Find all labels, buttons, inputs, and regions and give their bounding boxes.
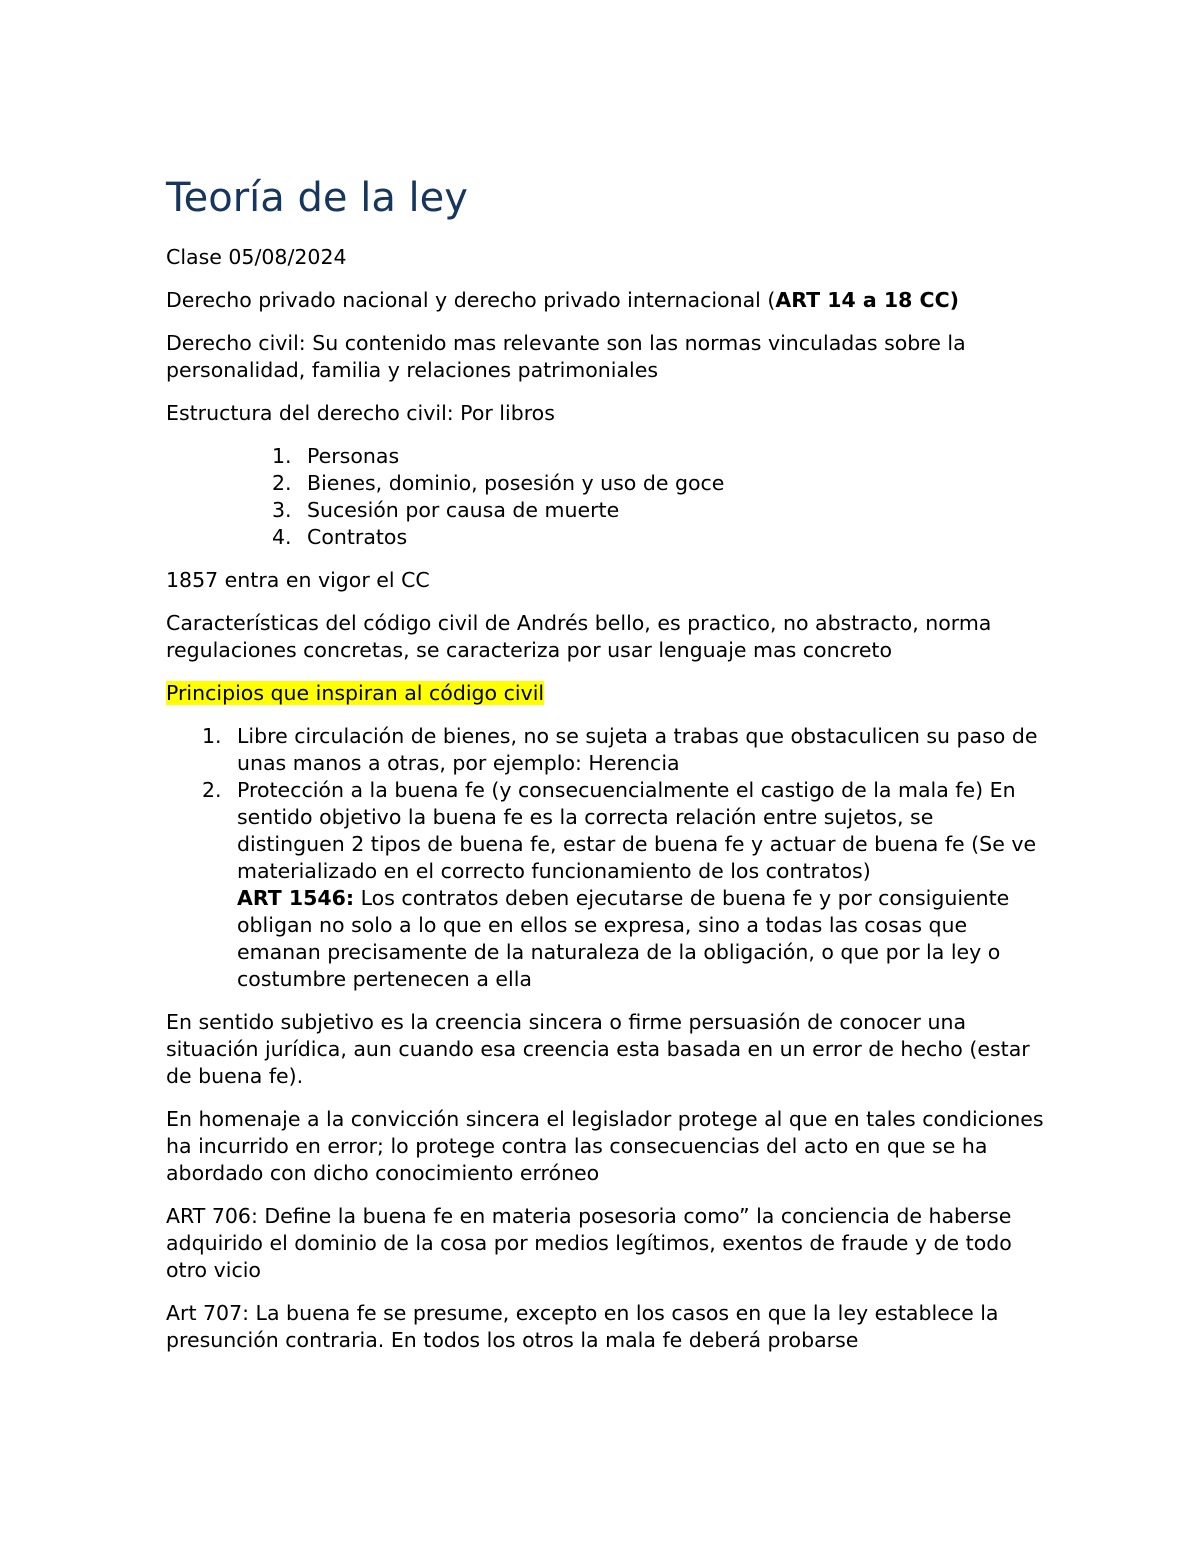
paragraph-civil-law: Derecho civil: Su contenido mas relevante son las normas vinculadas sobre la personalidad, familia y relaciones patrimoniales	[166, 331, 966, 382]
list-item-number: 2.	[202, 778, 222, 802]
list-item	[166, 723, 1046, 777]
list-item-text: Sucesión por causa de muerte	[307, 498, 620, 522]
class-date: Clase 05/08/2024	[166, 245, 347, 269]
books-list	[166, 443, 1046, 551]
article-1546-text: Los contratos deben ejecutarse de buena fe y por consiguiente obligan no solo a lo que en ellos se expresa, sino a todas las cosas que emanan precisamente de la naturaleza de la obligación, o que por la ley o costumbre pertenecen a ella	[237, 886, 1010, 991]
article-1546-label: ART 1546:	[237, 886, 355, 910]
principles-heading	[166, 680, 1046, 707]
list-item-number: 2.	[272, 471, 292, 495]
paragraph-features: Características del código civil de Andrés bello, es practico, no abstracto, norma regulaciones concretas, se caracteriza por usar lenguaje mas concreto	[166, 611, 992, 662]
list-item	[166, 497, 1046, 524]
list-item-number: 1.	[272, 444, 292, 468]
paragraph-private-law	[166, 287, 1046, 314]
paragraph-art-707: Art 707: La buena fe se presume, excepto en los casos en que la ley establece la presunción contraria. En todos los otros la mala fe deberá probarse	[166, 1301, 999, 1352]
paragraph-homage: En homenaje a la convicción sincera el legislador protege al que en tales condiciones ha incurrido en error; lo protege contra las consecuencias del acto en que se ha abordado con dicho conocimiento erróneo	[166, 1107, 1044, 1185]
list-item-number: 4.	[272, 525, 292, 549]
private-law-text: Derecho privado nacional y derecho privado internacional (	[166, 288, 776, 312]
list-item-text: Bienes, dominio, posesión y uso de goce	[307, 471, 725, 495]
paragraph-art-706: ART 706: Define la buena fe en materia posesoria como” la conciencia de haberse adquirido el dominio de la cosa por medios legítimos, exentos de fraude y de todo otro vicio	[166, 1204, 1012, 1282]
paragraph-subjective: En sentido subjetivo es la creencia sincera o firme persuasión de conocer una situación jurídica, aun cuando esa creencia esta basada en un error de hecho (estar de buena fe).	[166, 1010, 1030, 1088]
list-item	[166, 470, 1046, 497]
document-body	[166, 170, 1046, 1370]
paragraph-structure: Estructura del derecho civil: Por libros	[166, 401, 555, 425]
private-law-articles: ART 14 a 18 CC)	[775, 288, 959, 312]
list-item	[166, 524, 1046, 551]
list-item	[166, 443, 1046, 470]
document-title: Teoría de la ley	[166, 175, 468, 221]
highlighted-text: Principios que inspiran al código civil	[166, 681, 545, 705]
paragraph-1857: 1857 entra en vigor el CC	[166, 568, 430, 592]
principles-list	[166, 723, 1046, 993]
list-item-text: Personas	[307, 444, 400, 468]
list-item-number: 3.	[272, 498, 292, 522]
list-item-number: 1.	[202, 724, 222, 748]
list-item-text: Contratos	[307, 525, 408, 549]
list-item-text: Protección a la buena fe (y consecuencialmente el castigo de la mala fe) En sentido objetivo la buena fe es la correcta relación entre sujetos, se distinguen 2 tipos de buena fe, estar de buena fe y actuar de buena fe (Se ve materializado en el correcto funcionamiento de los contratos)	[237, 778, 1037, 883]
list-item-text: Libre circulación de bienes, no se sujeta a trabas que obstaculicen su paso de unas manos a otras, por ejemplo: Herencia	[237, 724, 1038, 775]
list-item	[166, 777, 1046, 993]
